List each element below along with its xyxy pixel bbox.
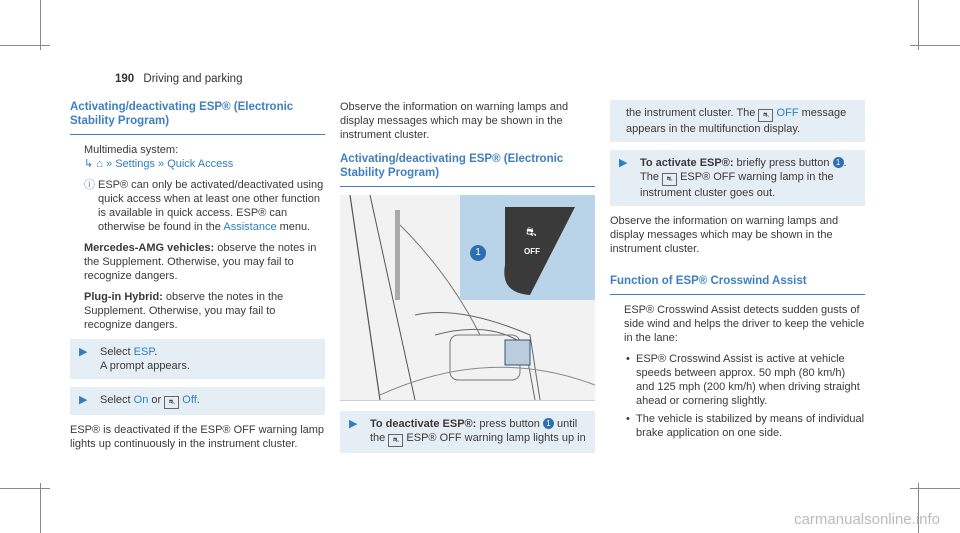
- chevron-icon: »: [106, 158, 113, 170]
- esp-off-icon: ⛐: [662, 173, 677, 186]
- step-arrow-icon: ▶: [349, 418, 358, 430]
- hybrid-note: Plug-in Hybrid: observe the notes in the Supplement. Otherwise, you may fail to recognize dangers.: [84, 291, 284, 331]
- multimedia-path: Multimedia system: ↳ ⌂ » Settings » Quick Access ⓘ ESP® can only be activated/deactivated using quick access when at least one other function is available in quick access. ESP® can otherwise be found in the Assistance menu. Mercedes-AMG vehicles: observe the notes in the Supplement. Otherwise, you may fail to recognize dangers. Plug-in Hybrid: observe the notes in the Supplement. Otherwise, you may fail to recognize dangers.: [84, 144, 324, 331]
- step-select-on-off: ▶ Select On or ⛐ Off.: [70, 387, 325, 415]
- amg-note: Mercedes-AMG vehicles: observe the notes in the Supplement. Otherwise, you may fail to recognize dangers.: [84, 242, 317, 282]
- esp-icon: ⛐: [526, 225, 537, 239]
- step-arrow-icon: ▶: [79, 394, 88, 406]
- observe-text: Observe the information on warning lamps and display messages which may be shown in the instrument cluster.: [340, 101, 569, 141]
- column-3: [610, 100, 865, 444]
- section-title: Driving and parking: [143, 73, 243, 85]
- info-icon: ⓘ: [84, 179, 95, 191]
- crop-mark: [918, 0, 919, 50]
- path-quick-access[interactable]: Quick Access: [167, 158, 234, 170]
- step-activate: ▶ To activate ESP®: briefly press button 1 . The ⛐ ESP® OFF warning lamp in the instrument cluster goes out.: [610, 150, 865, 206]
- off-link[interactable]: Off: [182, 394, 197, 406]
- step-arrow-icon: ▶: [79, 346, 88, 358]
- deactivation-text: ESP® is deactivated if the ESP® OFF warning lamp lights up continuously in the instrument cluster.: [70, 424, 325, 450]
- esp-off-icon: ⛐: [388, 434, 403, 447]
- esp-icon: ⛐: [758, 109, 773, 122]
- section-heading: Function of ESP® Crosswind Assist: [610, 274, 865, 295]
- section-heading: Activating/deactivating ESP® (Electronic Stability Program): [70, 100, 325, 135]
- list-item: • The vehicle is stabilized by means of individual brake application on one side.: [624, 412, 865, 440]
- watermark: carmanualsonline.info: [794, 511, 940, 528]
- section-heading: Activating/deactivating ESP® (Electronic Stability Program): [340, 152, 595, 187]
- esp-link[interactable]: ESP: [133, 346, 155, 358]
- crop-mark: [910, 45, 960, 46]
- column-1: [70, 100, 325, 458]
- home-icon: ⌂: [96, 158, 103, 170]
- crop-mark: [0, 488, 50, 489]
- step-deactivate: ▶ To deactivate ESP®: press button 1 until the ⛐ ESP® OFF warning lamp lights up in: [340, 411, 595, 453]
- page-header: [115, 73, 242, 85]
- chevron-icon: »: [158, 158, 165, 170]
- step-arrow-icon: ▶: [619, 157, 628, 169]
- list-item: • ESP® Crosswind Assist is active at vehicle speeds between approx. 50 mph (80 km/h) and 125 mph (200 km/h) when driving straight ahead or cornering slightly.: [624, 352, 865, 408]
- crosswind-description: ESP® Crosswind Assist detects sudden gusts of side wind and helps the driver to keep the vehicle in the lane:: [624, 304, 865, 344]
- info-note: ⓘ ESP® can only be activated/deactivated using quick access when at least one other function is available in quick access. ESP® can otherwise be found in the Assistance menu.: [84, 179, 324, 233]
- step-deactivate-continued: the instrument cluster. The ⛐ OFF message appears in the multifunction display.: [610, 100, 865, 142]
- crop-mark: [40, 483, 41, 533]
- arrow-icon: ↳: [84, 158, 94, 170]
- on-link[interactable]: On: [133, 394, 149, 406]
- step-select-esp: ▶ Select ESP. A prompt appears.: [70, 339, 325, 379]
- observe-text: Observe the information on warning lamps and display messages which may be shown in the instrument cluster.: [610, 215, 839, 255]
- esp-off-button-label: OFF: [524, 247, 540, 256]
- assistance-link[interactable]: Assistance: [223, 221, 277, 233]
- callout-1: 1: [543, 418, 554, 429]
- esp-off-icon: ⛐: [164, 396, 179, 409]
- crop-mark: [0, 45, 50, 46]
- page-number: 190: [115, 73, 135, 85]
- crop-mark: [40, 0, 41, 50]
- crop-mark: [910, 488, 960, 489]
- callout-1: 1: [833, 157, 844, 168]
- column-2: [340, 100, 595, 461]
- console-illustration: [340, 195, 595, 401]
- path-settings[interactable]: Settings: [115, 158, 155, 170]
- callout-1: 1: [470, 245, 486, 261]
